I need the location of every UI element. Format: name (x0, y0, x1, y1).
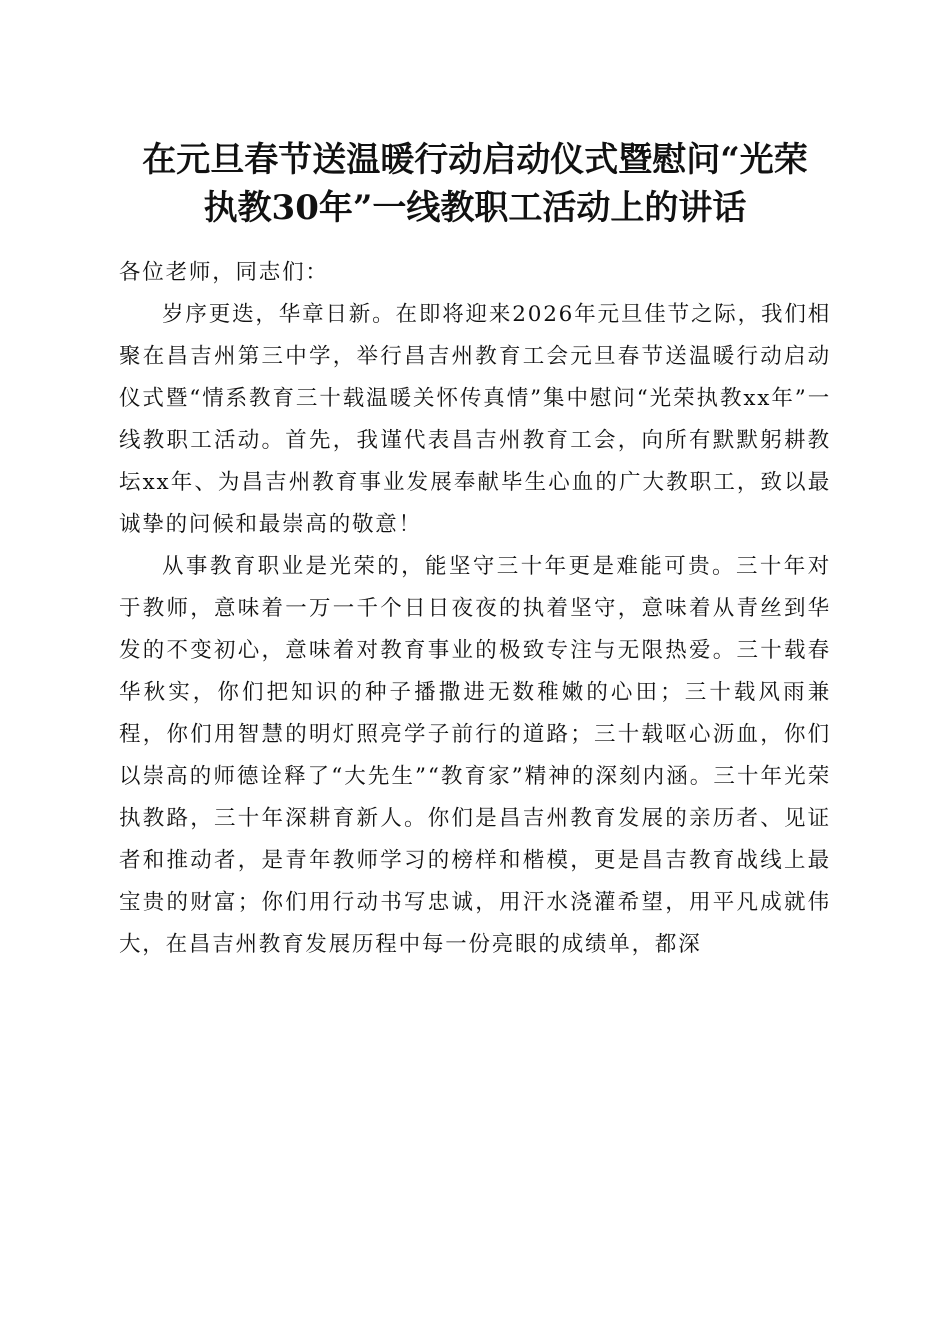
speech-body (119, 252, 831, 966)
title-line-2: 执教30年”一线教职工活动上的讲话 (203, 188, 747, 228)
title-line-1: 在元旦春节送温暖行动启动仪式暨慰问“光荣 (142, 140, 808, 180)
salutation: 各位老师，同志们： (119, 260, 329, 285)
paragraph-tribute: 从事教育职业是光荣的，能坚守三十年更是难能可贵。三十年对于教师，意味着一万一千个日日夜夜的执着坚守，意味着从青丝到华发的不变初心，意味着对教育事业的极致专注与无限热爱。三十载春华秋实，你们把知识的种子播撒进无数稚嫩的心田；三十载风雨兼程，你们用智慧的明灯照亮学子前行的道路；三十载呕心沥血，你们以崇高的师德诠释了“大先生”“教育家”精神的深刻内涵。三十年光荣执教路，三十年深耕育新人。你们是昌吉州教育发展的亲历者、见证者和推动者，是青年教师学习的榜样和楷模，更是昌吉教育战线上最宝贵的财富；你们用行动书写忠诚，用汗水浇灌希望，用平凡成就伟大，在昌吉州教育发展历程中每一份亮眼的成绩单，都深 (119, 554, 831, 957)
paragraph-opening: 岁序更迭，华章日新。在即将迎来2026年元旦佳节之际，我们相聚在昌吉州第三中学，举行昌吉州教育工会元旦春节送温暖行动启动仪式暨“情系教育三十载温暖关怀传真情”集中慰问“光荣执教xx年”一线教职工活动。首先，我谨代表昌吉州教育工会，向所有默默躬耕教坛xx年、为昌吉州教育事业发展奉献毕生心血的广大教职工，致以最诚挚的问候和最崇高的敬意！ (119, 302, 831, 537)
document-title (110, 136, 840, 232)
